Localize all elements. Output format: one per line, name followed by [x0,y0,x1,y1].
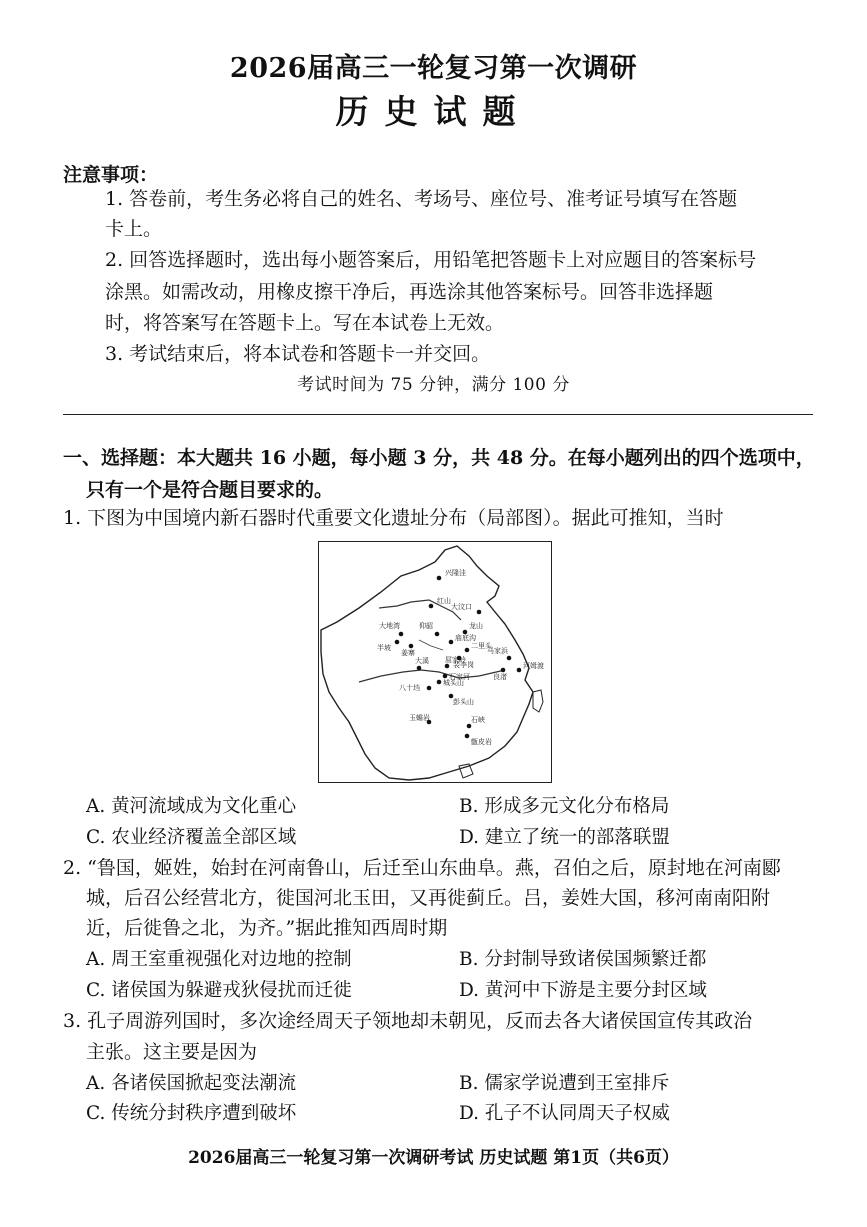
map-site-dot [445,664,450,669]
notice-item-2-line-3: 时，将答案写在答题卡上。写在本试卷上无效。 [105,312,505,334]
map-site-label: 甑皮岩 [471,738,492,746]
map-svg [319,542,551,782]
map-site-dot [417,666,422,671]
map-site-dot [399,632,404,637]
neolithic-sites-map [318,541,552,783]
map-site-dot [465,734,470,739]
map-site-label: 城头山 [443,679,464,687]
map-site-dot [501,668,506,673]
map-site-dot [437,680,442,685]
map-site-label: 良渚 [493,673,507,681]
map-site-dot [517,668,522,673]
q1-option-a: A. 黄河流域成为文化重心 [86,796,297,817]
exam-time: 考试时间为 75 分钟，满分 100 分 [297,375,570,395]
huai-river [419,640,443,650]
notice-heading: 注意事项： [63,164,159,186]
section-heading-line-1: 一、选择题：本大题共 16 小题，每小题 3 分，共 48 分。在每小题列出的四个选项中， [63,447,815,469]
map-site-dot [435,632,440,637]
q1-stem: 1. 下图为中国境内新石器时代重要文化遗址分布（局部图）。据此可推知，当时 [63,507,724,529]
q3-stem-line-1: 3. 孔子周游列国时，多次途经周天子领地却未朝见，反而去各大诸侯国宣传其政治 [63,1010,753,1032]
q3-option-d: D. 孔子不认同周天子权威 [459,1103,670,1124]
map-site-dot [429,604,434,609]
q2-option-a: A. 周王室重视强化对边地的控制 [86,949,352,970]
exam-title: 2026届高三一轮复习第一次调研 [229,53,638,84]
q2-stem-line-1: 2. “鲁国，姬姓，始封在河南鲁山，后迁至山东曲阜。燕，召伯之后，原封地在河南郾 [63,857,781,879]
map-site-label: 兴隆洼 [445,569,466,577]
map-site-label: 二里头 [471,642,492,650]
notice-item-3-line-1: 3. 考试结束后，将本试卷和答题卡一并交回。 [105,343,491,365]
map-site-label: 石峡 [471,716,485,724]
map-site-dot [507,656,512,661]
q3-option-c: C. 传统分封秩序遭到破坏 [86,1103,297,1124]
q1-option-d: D. 建立了统一的部落联盟 [459,827,670,848]
map-site-dot [467,724,472,729]
map-site-label: 大溪 [415,657,429,665]
map-site-label: 玉蟾岩 [409,714,430,722]
map-site-label: 河姆渡 [523,662,544,670]
map-site-dot [477,610,482,615]
subject-title: 历史试题 [335,92,532,131]
section-heading-line-2: 只有一个是符合题目要求的。 [86,479,334,501]
map-site-label: 马家浜 [487,647,508,655]
yangtze-river [359,670,505,682]
map-site-label: 红山 [437,597,451,605]
notice-item-1-line-2: 卡上。 [105,218,163,240]
notice-item-1-line-1: 1. 答卷前，考生务必将自己的姓名、考场号、座位号、准考证号填写在答题 [105,188,738,210]
q1-option-b: B. 形成多元文化分布格局 [459,796,670,817]
map-site-label: 屈家岭 [445,656,466,664]
map-site-label: 彭头山 [453,698,474,706]
map-site-label: 八十垱 [399,684,420,692]
map-site-label: 龙山 [469,622,483,630]
hainan-island [459,764,473,778]
map-site-label: 庙底沟 [455,634,476,642]
q2-option-d: D. 黄河中下游是主要分封区域 [459,980,707,1001]
map-site-label: 大地湾 [379,622,400,630]
taiwan-island [533,690,543,712]
map-site-dot [395,640,400,645]
page-footer: 2026届高三一轮复习第一次调研考试 历史试题 第1页（共6页） [188,1148,679,1168]
map-site-label: 裴李岗 [453,661,474,669]
q3-option-b: B. 儒家学说遭到王室排斥 [459,1073,670,1094]
q2-option-c: C. 诸侯国为躲避戎狄侵扰而迁徙 [86,980,352,1001]
q2-stem-line-2: 城，后召公经营北方，徙国河北玉田，又再徙蓟丘。吕，姜姓大国，移河南南阳附 [86,887,771,909]
map-site-dot [437,576,442,581]
map-site-label: 仰韶 [419,622,433,630]
q3-option-a: A. 各诸侯国掀起变法潮流 [86,1073,297,1094]
divider-line [63,414,813,415]
map-site-dot [409,644,414,649]
q3-stem-line-2: 主张。这主要是因为 [86,1041,258,1063]
map-site-label: 大汶口 [451,603,472,611]
map-site-label: 姜寨 [401,649,415,657]
map-site-dot [449,640,454,645]
map-site-label: 半坡 [377,644,391,652]
map-site-dot [443,674,448,679]
q1-option-c: C. 农业经济覆盖全部区域 [86,827,297,848]
notice-item-2-line-1: 2. 回答选择题时，选出每小题答案后，用铅笔把答题卡上对应题目的答案标号 [105,249,757,271]
map-site-dot [427,686,432,691]
q2-stem-line-3: 近，后徙鲁之北，为齐。”据此推知西周时期 [86,917,448,939]
notice-item-2-line-2: 涂黑。如需改动，用橡皮擦干净后，再选涂其他答案标号。回答非选择题 [105,281,714,303]
map-site-label: 石家河 [449,673,470,681]
map-site-dot [465,648,470,653]
q2-option-b: B. 分封制导致诸侯国频繁迁都 [459,949,707,970]
